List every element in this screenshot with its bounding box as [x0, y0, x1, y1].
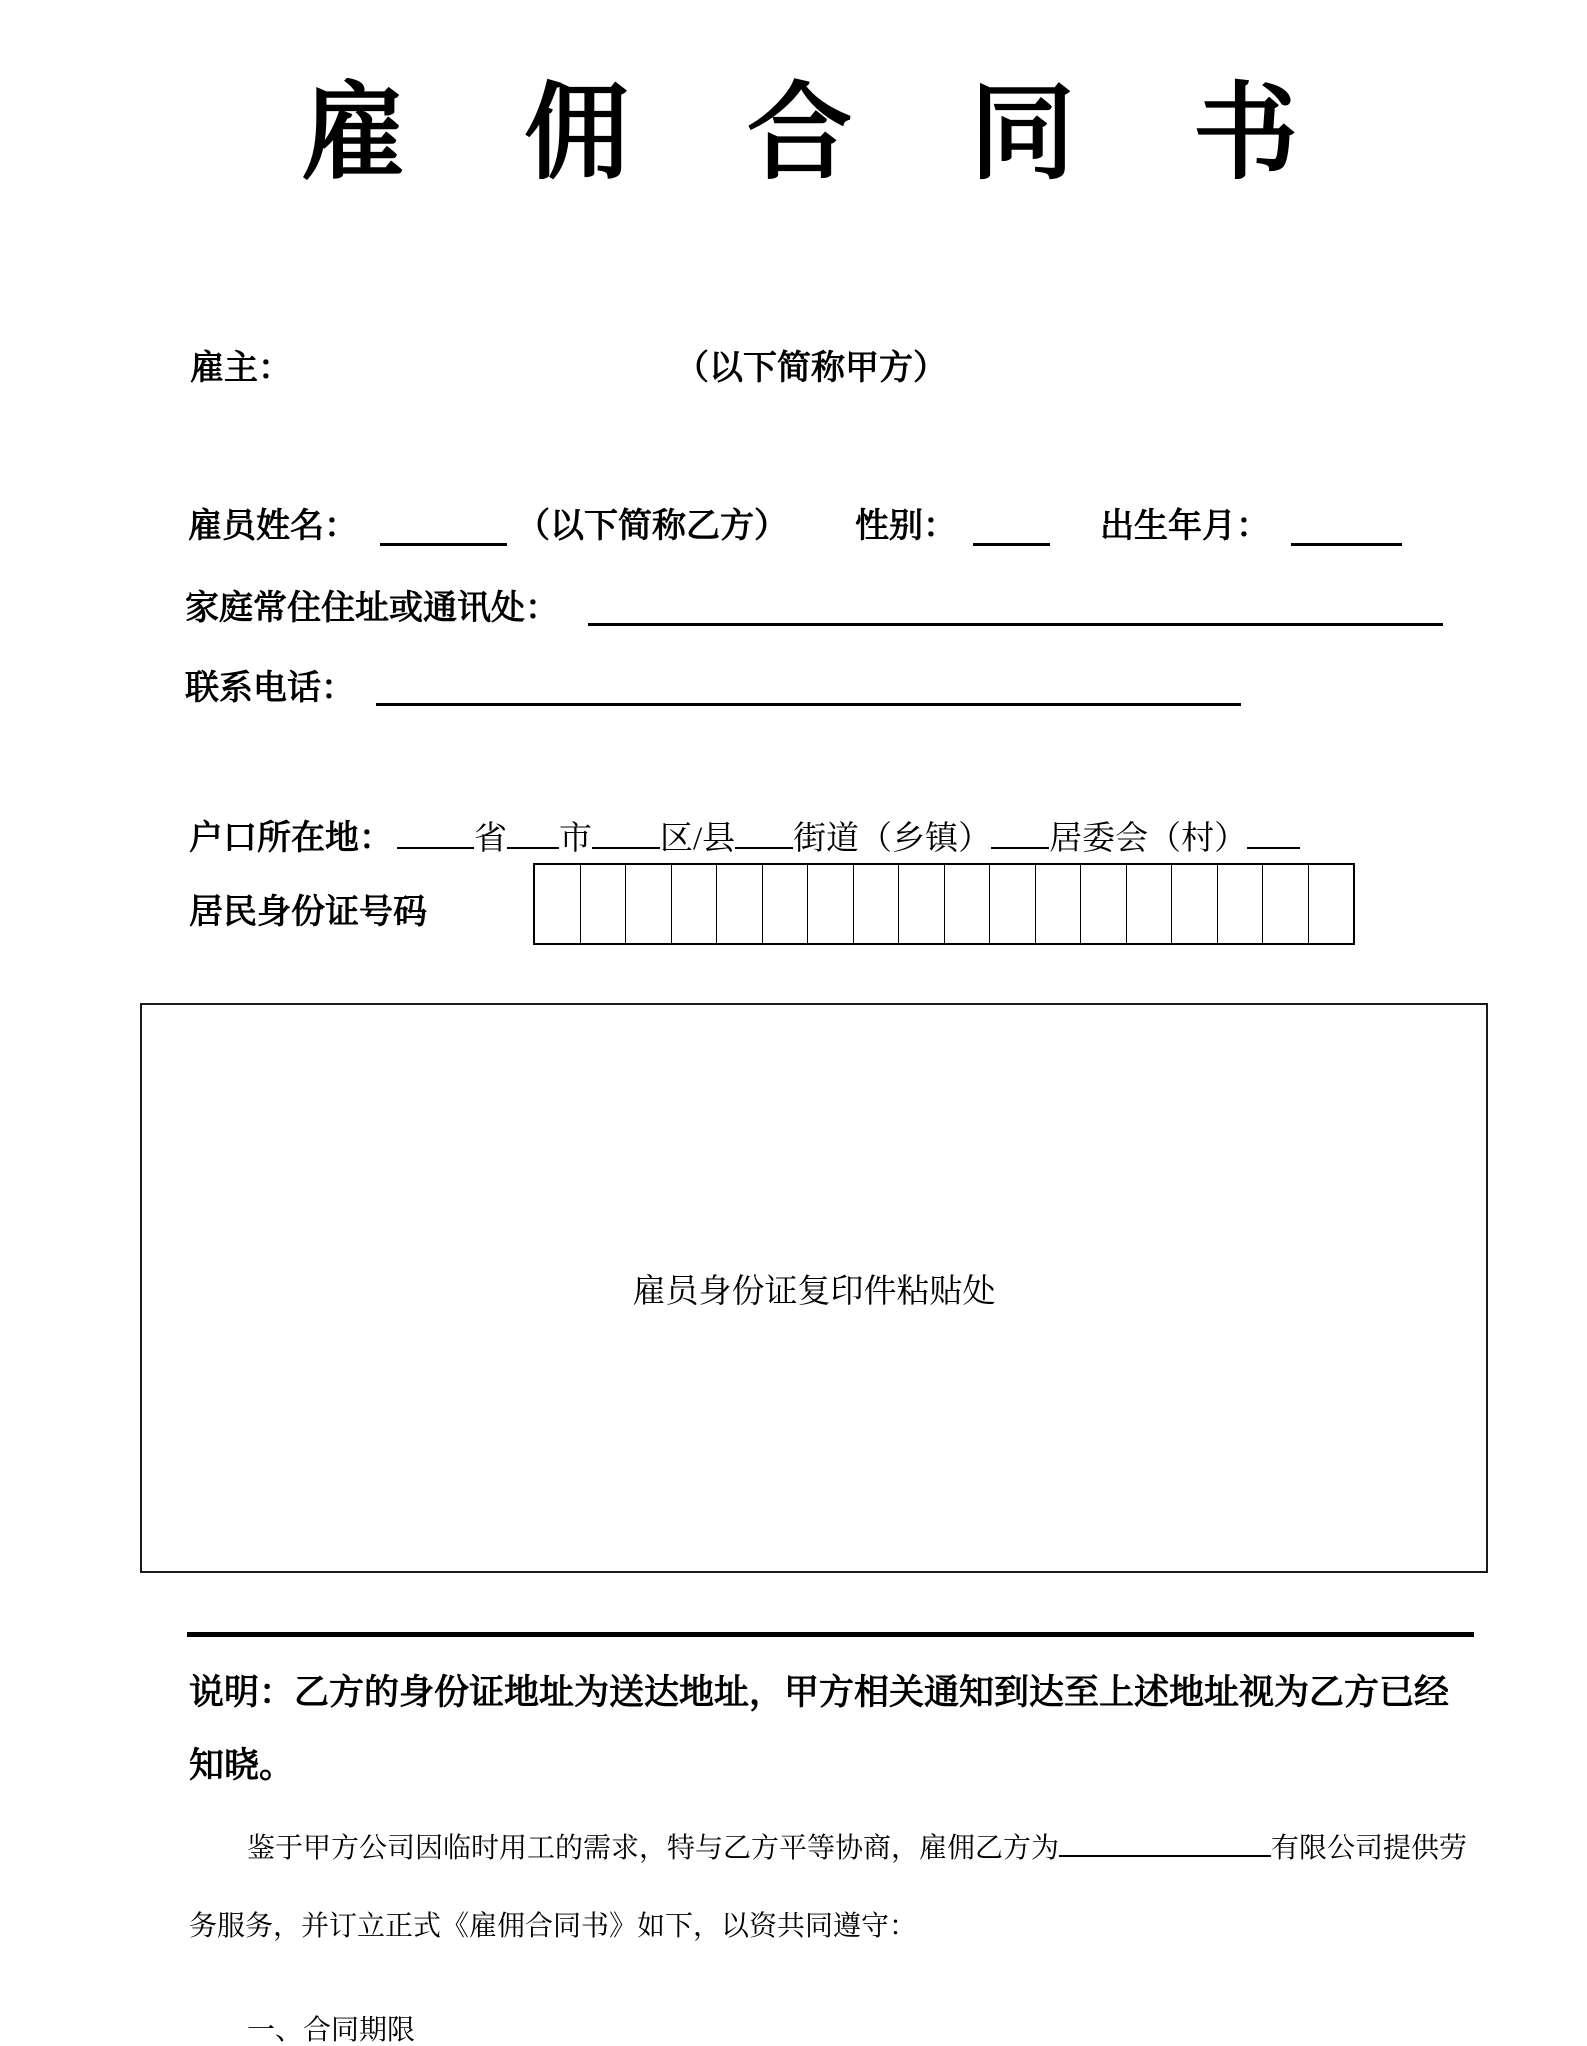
hukou-line [189, 810, 1300, 859]
hukou-unit-committee: 居委会（村） [1049, 821, 1248, 857]
preamble-text-2: 有限公司提供劳 [1271, 1833, 1468, 1864]
hukou-blank-street[interactable] [735, 831, 793, 849]
id-cell[interactable] [899, 865, 945, 943]
employee-party-note: （以下简称乙方） [516, 508, 788, 545]
employer-party-note: （以下简称甲方） [675, 350, 947, 387]
company-name-blank[interactable] [1059, 1827, 1271, 1857]
note-paragraph: 说明：乙方的身份证地址为送达地址，甲方相关通知到达至上述地址视为乙方已经知晓。 [189, 1673, 1450, 1785]
employee-name-label: 雇员姓名： [188, 508, 358, 545]
separator-rule [187, 1632, 1474, 1637]
id-cell[interactable] [1036, 865, 1082, 943]
address-blank[interactable] [588, 578, 1443, 626]
id-cell[interactable] [626, 865, 672, 943]
hukou-unit-district: 区/县 [660, 821, 736, 857]
hukou-label: 户口所在地： [189, 820, 393, 857]
dob-blank[interactable] [1291, 498, 1402, 546]
id-cell[interactable] [581, 865, 627, 943]
id-cell[interactable] [945, 865, 991, 943]
id-cell[interactable] [854, 865, 900, 943]
hukou-blank-province[interactable] [397, 831, 474, 849]
id-cell[interactable] [1263, 865, 1309, 943]
id-cell[interactable] [763, 865, 809, 943]
preamble-line-1 [189, 1826, 1467, 1866]
id-cell[interactable] [1218, 865, 1264, 943]
hukou-unit-city: 市 [559, 821, 592, 857]
id-cell[interactable] [1309, 865, 1354, 943]
id-cell[interactable] [808, 865, 854, 943]
hukou-blank-city[interactable] [507, 831, 559, 849]
gender-blank[interactable] [973, 498, 1050, 546]
phone-blank[interactable] [376, 658, 1241, 706]
id-cell[interactable] [990, 865, 1036, 943]
hukou-unit-street: 街道（乡镇） [793, 821, 992, 857]
paste-box-caption: 雇员身份证复印件粘贴处 [632, 1273, 996, 1310]
hukou-blank-village[interactable] [1247, 831, 1300, 849]
hukou-unit-province: 省 [474, 821, 507, 857]
section-1-heading: 一、合同期限 [247, 2015, 416, 2046]
hukou-blank-committee[interactable] [991, 831, 1049, 849]
dob-label: 出生年月： [1100, 508, 1270, 545]
document-title: 雇佣合同书 [300, 75, 1416, 192]
gender-label: 性别： [855, 508, 957, 545]
id-cell[interactable] [1172, 865, 1218, 943]
id-cell[interactable] [1081, 865, 1127, 943]
preamble-line-2: 务服务，并订立正式《雇佣合同书》如下，以资共同遵守： [189, 1911, 918, 1942]
id-cell[interactable] [1127, 865, 1173, 943]
id-cell[interactable] [535, 865, 581, 943]
id-number-label: 居民身份证号码 [189, 894, 427, 931]
phone-label: 联系电话： [185, 670, 355, 707]
id-number-grid [533, 863, 1355, 945]
id-cell[interactable] [672, 865, 718, 943]
employee-name-blank[interactable] [380, 498, 507, 546]
address-label: 家庭常住住址或通讯处： [185, 590, 559, 627]
paste-box[interactable] [140, 1003, 1488, 1573]
id-cell[interactable] [717, 865, 763, 943]
employer-label: 雇主： [190, 350, 292, 387]
hukou-blank-district[interactable] [592, 831, 660, 849]
preamble-text-1: 鉴于甲方公司因临时用工的需求，特与乙方平等协商，雇佣乙方为 [247, 1833, 1060, 1864]
